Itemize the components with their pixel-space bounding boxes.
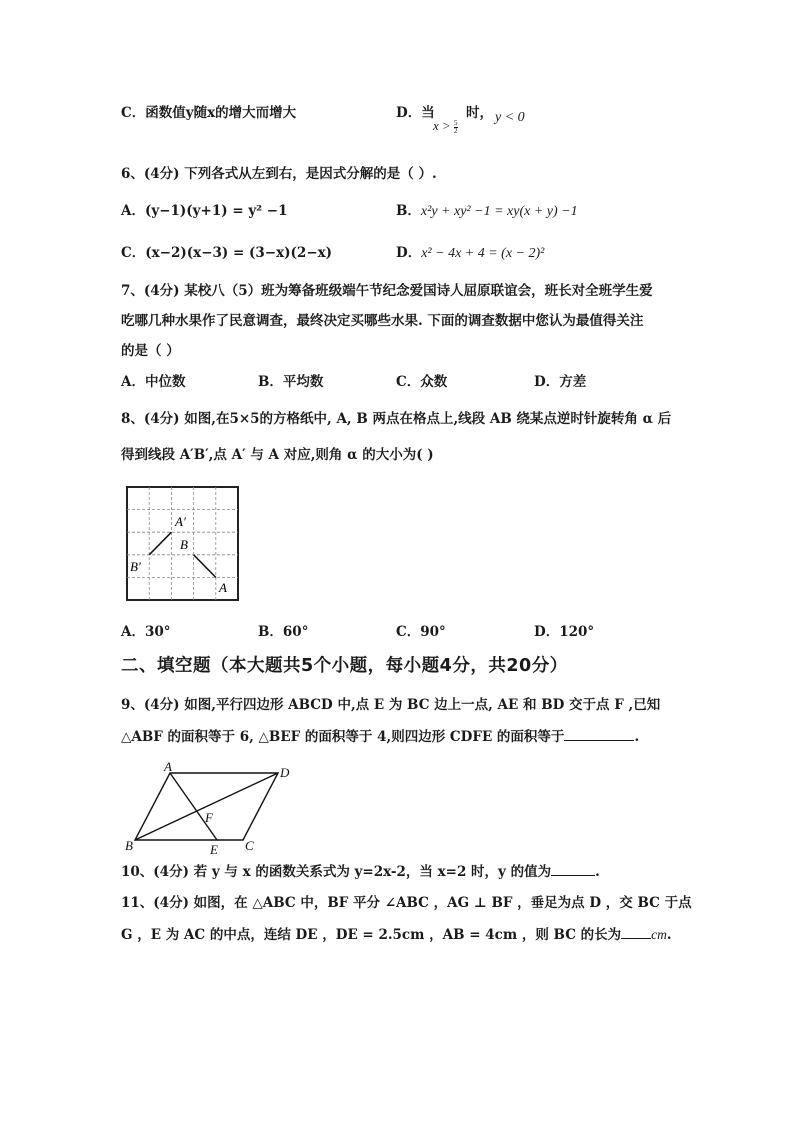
section-2-title: 二、填空题（本大题共5个小题，每小题4分，共20分） [121, 656, 568, 676]
q9-parallelogram-figure [122, 760, 302, 856]
q5-option-d [396, 105, 435, 121]
label-b-prime: B′ [130, 559, 141, 574]
q7-option-a: A．中位数 [121, 374, 186, 390]
q8-option-a: A．30° [121, 624, 171, 640]
q8-line-2: 得到线段 A′B′,点 A′ 与 A 对应,则角 α 的大小为( ) [121, 447, 434, 463]
q7-option-b: B．平均数 [258, 374, 324, 390]
q8-option-c: C．90° [396, 624, 446, 640]
diagonal-bd [135, 773, 278, 840]
q10-answer-blank[interactable] [551, 874, 595, 876]
q10-text: 10、(4分) 若 y 与 x 的函数关系式为 y=2x-2，当 x=2 时，y 的值为 [121, 864, 552, 880]
q5-option-d-x [433, 118, 458, 135]
q5-option-d-x-text: x > [433, 118, 451, 133]
q5-option-d-prefix: D．当 [396, 105, 435, 121]
label-C: C [245, 838, 254, 853]
label-a-prime: A′ [175, 514, 186, 529]
q6-option-a: A．(y−1)(y+1) = y² −1 [121, 203, 288, 219]
q6-option-c: C．(x−2)(x−3) = (3−x)(2−x) [121, 245, 333, 261]
q9-line-1: 9、(4分) 如图,平行四边形 ABCD 中,点 E 为 BC 边上一点, AE 和 BD 交于点 F ,已知 [121, 697, 661, 713]
label-A: A [164, 760, 172, 774]
q9-line-2 [121, 729, 639, 745]
label-a: A [219, 580, 227, 595]
q7-option-d: D．方差 [534, 374, 587, 390]
q6-option-d-formula: x² − 4x + 4 = (x − 2)² [421, 246, 545, 261]
q9-line-2-end: . [634, 729, 640, 745]
q11-line-2-text: G ，E 为 AC 的中点，连结 DE ，DE = 2.5cm ，AB = 4cm ，则 BC 的长为 [121, 927, 622, 943]
q7-line-1: 7、(4分) 某校八（5）班为筹备班级端午节纪念爱国诗人屈原联谊会，班长对全班学生爱 [121, 283, 653, 299]
q10-line [121, 864, 600, 880]
q7-line-3: 的是（ ） [121, 343, 180, 359]
q6-option-d [396, 245, 544, 263]
q8-option-d: D．120° [534, 624, 595, 640]
q9-answer-blank[interactable] [564, 739, 634, 741]
q11-line-2 [121, 927, 672, 943]
fraction-denominator: 2 [454, 126, 458, 135]
segment-ae [170, 773, 217, 840]
q11-unit: cm [651, 927, 667, 942]
label-b: B [180, 537, 188, 552]
q8-line-1: 8、(4分) 如图,在5×5的方格纸中, A, B 两点在格点上,线段 AB 绕某点逆时针旋转角 α 后 [121, 411, 672, 427]
q5-option-d-shi: 时， [466, 105, 493, 121]
q11-line-1: 11、(4分) 如图，在 △ABC 中，BF 平分 ∠ABC ，AG ⊥ BF ，垂足为点 D ，交 BC 于点 [121, 895, 692, 911]
q5-option-c: C．函数值y随x的增大而增大 [121, 105, 297, 121]
q8-grid-figure [120, 482, 246, 607]
q11-end: . [666, 927, 672, 943]
q8-option-b: B．60° [258, 624, 309, 640]
q5-option-d-fraction [454, 120, 458, 135]
label-D: D [280, 765, 290, 780]
q9-line-2-text: △ABF 的面积等于 6, △BEF 的面积等于 4,则四边形 CDFE 的面积等于 [121, 729, 565, 745]
label-E: E [210, 842, 218, 856]
q5-option-d-condition: y < 0 [495, 110, 525, 125]
q11-answer-blank[interactable] [621, 937, 651, 939]
q7-option-c: C．众数 [396, 374, 448, 390]
label-B: B [125, 838, 133, 853]
fraction-numerator: 5 [454, 118, 458, 127]
q7-line-2: 吃哪几种水果作了民意调查，最终决定买哪些水果. 下面的调查数据中您认为最值得关注 [121, 313, 644, 329]
q10-end: . [595, 864, 600, 880]
label-F: F [205, 810, 213, 825]
q6-option-b [396, 203, 578, 221]
q6-option-d-label: D． [396, 245, 422, 261]
q6-stem: 6、(4分) 下列各式从左到右，是因式分解的是（ ）. [121, 166, 437, 182]
q6-option-b-formula: x²y + xy² −1 = xy(x + y) −1 [420, 204, 578, 219]
q6-option-b-label: B． [396, 203, 421, 219]
